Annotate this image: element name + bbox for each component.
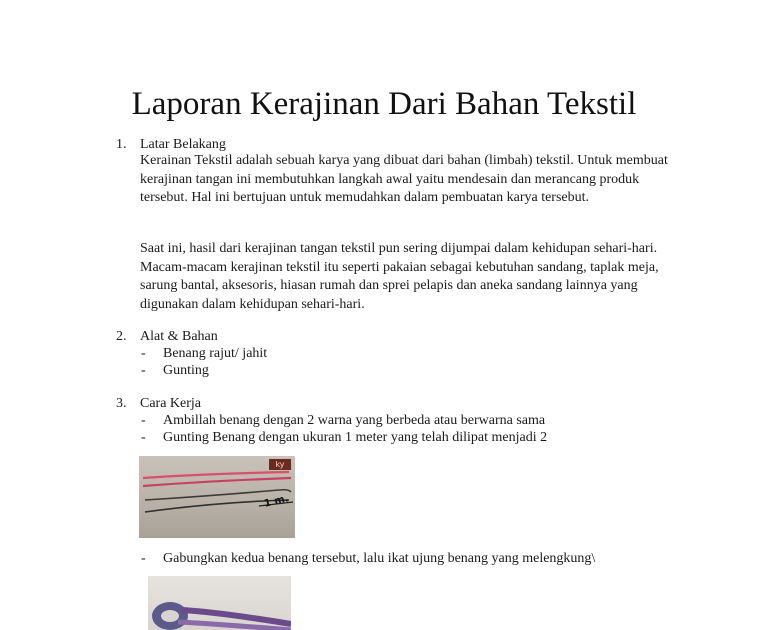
paragraph: Kerainan Tekstil adalah sebuah karya yang dibuat dari bahan (limbah) tekstil. Untuk membuat kerajinan tangan ini membutuhkan langkah awal yaitu mendesain dan merancang produk tersebut. Hal ini bertujuan untuk memudahkan dalam pembuatan karya tersebut. — [140, 153, 668, 205]
tied-thread-photo — [148, 576, 291, 630]
bullet-dash: - — [141, 413, 146, 428]
section-number: 1. — [116, 137, 127, 152]
list-item-text: Ambillah benang dengan 2 warna yang berbeda atau berwarna sama — [163, 413, 546, 428]
section-heading: Latar Belakang — [140, 137, 226, 152]
list-item-text: Gabungkan kedua benang tersebut, lalu ikat ujung benang yang melengkung\ — [163, 551, 596, 566]
list-item-text: Benang rajut/ jahit — [163, 346, 268, 361]
paragraph: Saat ini, hasil dari kerajinan tangan tekstil pun sering dijumpai dalam kehidupan sehari-hari. Macam-macam kerajinan tekstil itu seperti pakaian sebagai kebutuhan sandang, taplak meja, sarung bantal, aksesoris, hiasan rumah dan sprei pelapis dan aneka sandang lainnya yang digunakan dalam kehidupan sehari-hari. — [140, 241, 659, 312]
section-number: 2. — [116, 329, 127, 344]
thread-loop-illustration — [148, 576, 291, 630]
list-item-text: Gunting Benang dengan ukuran 1 meter yang telah dilipat menjadi 2 — [163, 430, 548, 445]
measure-label: 1 m. — [263, 493, 290, 510]
page-title: Laporan Kerajinan Dari Bahan Tekstil — [131, 86, 637, 122]
bullet-dash: - — [141, 346, 146, 361]
bullet-dash: - — [141, 363, 146, 378]
bullet-dash: - — [141, 551, 146, 566]
thread-length-photo — [139, 456, 295, 538]
section-number: 3. — [116, 396, 127, 411]
section-heading: Cara Kerja — [140, 396, 202, 411]
section-heading: Alat & Bahan — [140, 329, 218, 344]
list-item-text: Gunting — [163, 363, 209, 378]
logo-badge: ky — [269, 459, 291, 470]
bullet-dash: - — [141, 430, 146, 445]
